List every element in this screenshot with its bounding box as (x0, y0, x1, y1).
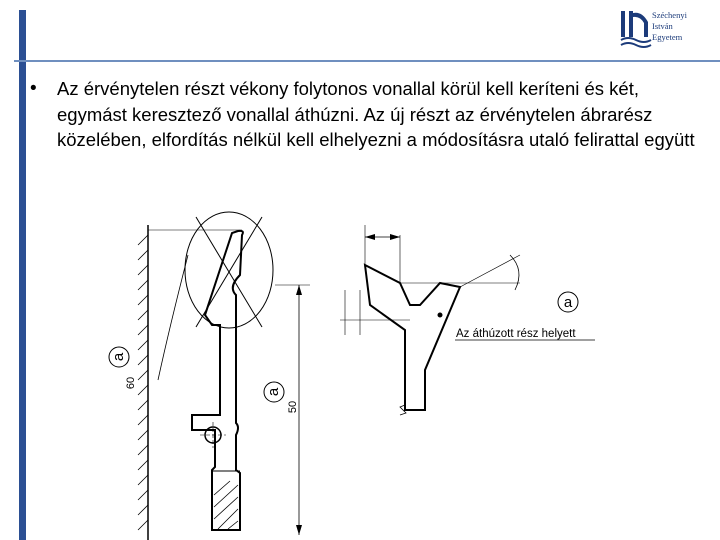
bullet-text: Az érvénytelen részt vékony folytonos vonallal körül kell keríteni és két, egymást keresztező vonallal áthúzni. Az új részt az érvénytelen ábrarész közelében, elfordítás nélkül kell elhelyezni a módosításra utaló felirattal együtt (57, 78, 695, 150)
logo-line-3: Egyetem (652, 32, 683, 42)
left-accent-bar (19, 10, 26, 540)
new-part-outline (365, 265, 460, 410)
bullet-symbol: • (30, 78, 37, 99)
right-label-a: a (563, 293, 573, 311)
invalid-area-circle (185, 212, 273, 328)
part-outline (192, 231, 243, 530)
mid-dim-50: 50 (287, 400, 299, 414)
angle-60-arc (158, 255, 188, 380)
logo-line-2: István (652, 21, 673, 31)
new-angle-arc (510, 255, 519, 290)
left-dim-60: 60 (125, 376, 137, 390)
mid-label-a: a (264, 387, 282, 397)
technical-drawing (100, 195, 620, 540)
logo-text (652, 10, 687, 43)
university-logo (620, 6, 720, 52)
right-note: Az áthúzott rész helyett (456, 328, 576, 340)
left-label-a: a (109, 352, 127, 362)
logo-line-1: Széchenyi (652, 10, 687, 20)
logo-mark-icon (620, 8, 652, 50)
part-hatch (214, 481, 238, 529)
header-rule (14, 60, 720, 62)
wall-hatch (138, 235, 148, 530)
